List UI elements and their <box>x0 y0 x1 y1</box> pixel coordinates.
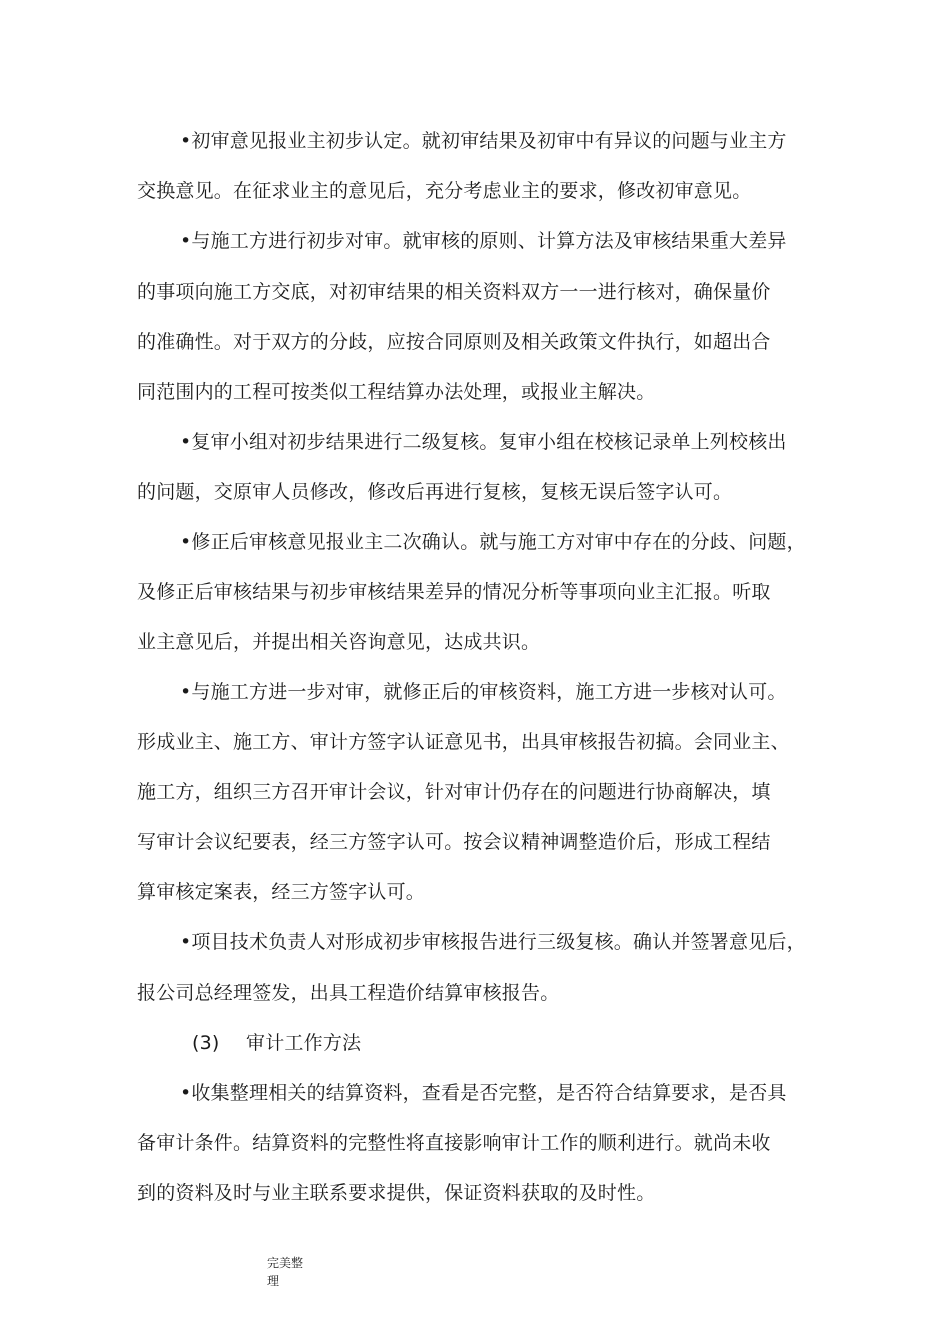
footer-line-2: 理 <box>267 1274 280 1288</box>
paragraph-5-line-2: 形成业主、施工方、审计方签字认证意见书，出具审核报告初搞。会同业主、 <box>137 731 790 753</box>
paragraph-5-line-3: 施工方，组织三方召开审计会议，针对审计仍存在的问题进行协商解决，填 <box>137 781 771 803</box>
paragraph-4-line-1: •修正后审核意见报业主二次确认。就与施工方对审中存在的分歧、问题， <box>180 531 806 553</box>
paragraph-3-line-1: •复审小组对初步结果进行二级复核。复审小组在校核记录单上列校核出 <box>180 431 787 453</box>
paragraph-7-line-3: 到的资料及时与业主联系要求提供，保证资料获取的及时性。 <box>137 1182 656 1204</box>
paragraph-7-line-2: 备审计条件。结算资料的完整性将直接影响审计工作的顺利进行。就尚未收 <box>137 1132 771 1154</box>
paragraph-4-line-2: 及修正后审核结果与初步审核结果差异的情况分析等事项向业主汇报。听取 <box>137 581 771 603</box>
paragraph-2-line-2: 的事项向施工方交底，对初审结果的相关资料双方一一进行核对，确保量价 <box>137 281 771 303</box>
footer-line-1: 完美整 <box>267 1256 304 1270</box>
paragraph-6-line-2: 报公司总经理签发，出具工程造价结算审核报告。 <box>137 982 560 1004</box>
section-heading <box>192 1030 361 1056</box>
paragraph-2-line-3: 的准确性。对于双方的分歧，应按合同原则及相关政策文件执行，如超出合 <box>137 331 771 353</box>
page-footer <box>267 1254 327 1290</box>
paragraph-7-line-1: •收集整理相关的结算资料，查看是否完整，是否符合结算要求，是否具 <box>180 1082 787 1104</box>
paragraph-1-line-2: 交换意见。在征求业主的意见后，充分考虑业主的要求，修改初审意见。 <box>137 180 752 202</box>
paragraph-6-line-1: •项目技术负责人对形成初步审核报告进行三级复核。确认并签署意见后， <box>180 931 806 953</box>
paragraph-1-line-1: •初审意见报业主初步认定。就初审结果及初审中有异议的问题与业主方 <box>180 130 787 152</box>
paragraph-5-line-5: 算审核定案表，经三方签字认可。 <box>137 881 426 903</box>
section-title: 审计工作方法 <box>246 1032 362 1054</box>
paragraph-2-line-1: •与施工方进行初步对审。就审核的原则、计算方法及审核结果重大差异 <box>180 230 787 252</box>
paragraph-5-line-1: •与施工方进一步对审，就修正后的审核资料，施工方进一步核对认可。 <box>180 681 787 703</box>
paragraph-2-line-4: 同范围内的工程可按类似工程结算办法处理，或报业主解决。 <box>137 381 656 403</box>
paragraph-3-line-2: 的问题，交原审人员修改，修改后再进行复核，复核无误后签字认可。 <box>137 481 733 503</box>
paragraph-4-line-3: 业主意见后，并提出相关咨询意见，达成共识。 <box>137 631 541 653</box>
section-number: (3) <box>192 1032 220 1054</box>
paragraph-5-line-4: 写审计会议纪要表，经三方签字认可。按会议精神调整造价后，形成工程结 <box>137 831 771 853</box>
